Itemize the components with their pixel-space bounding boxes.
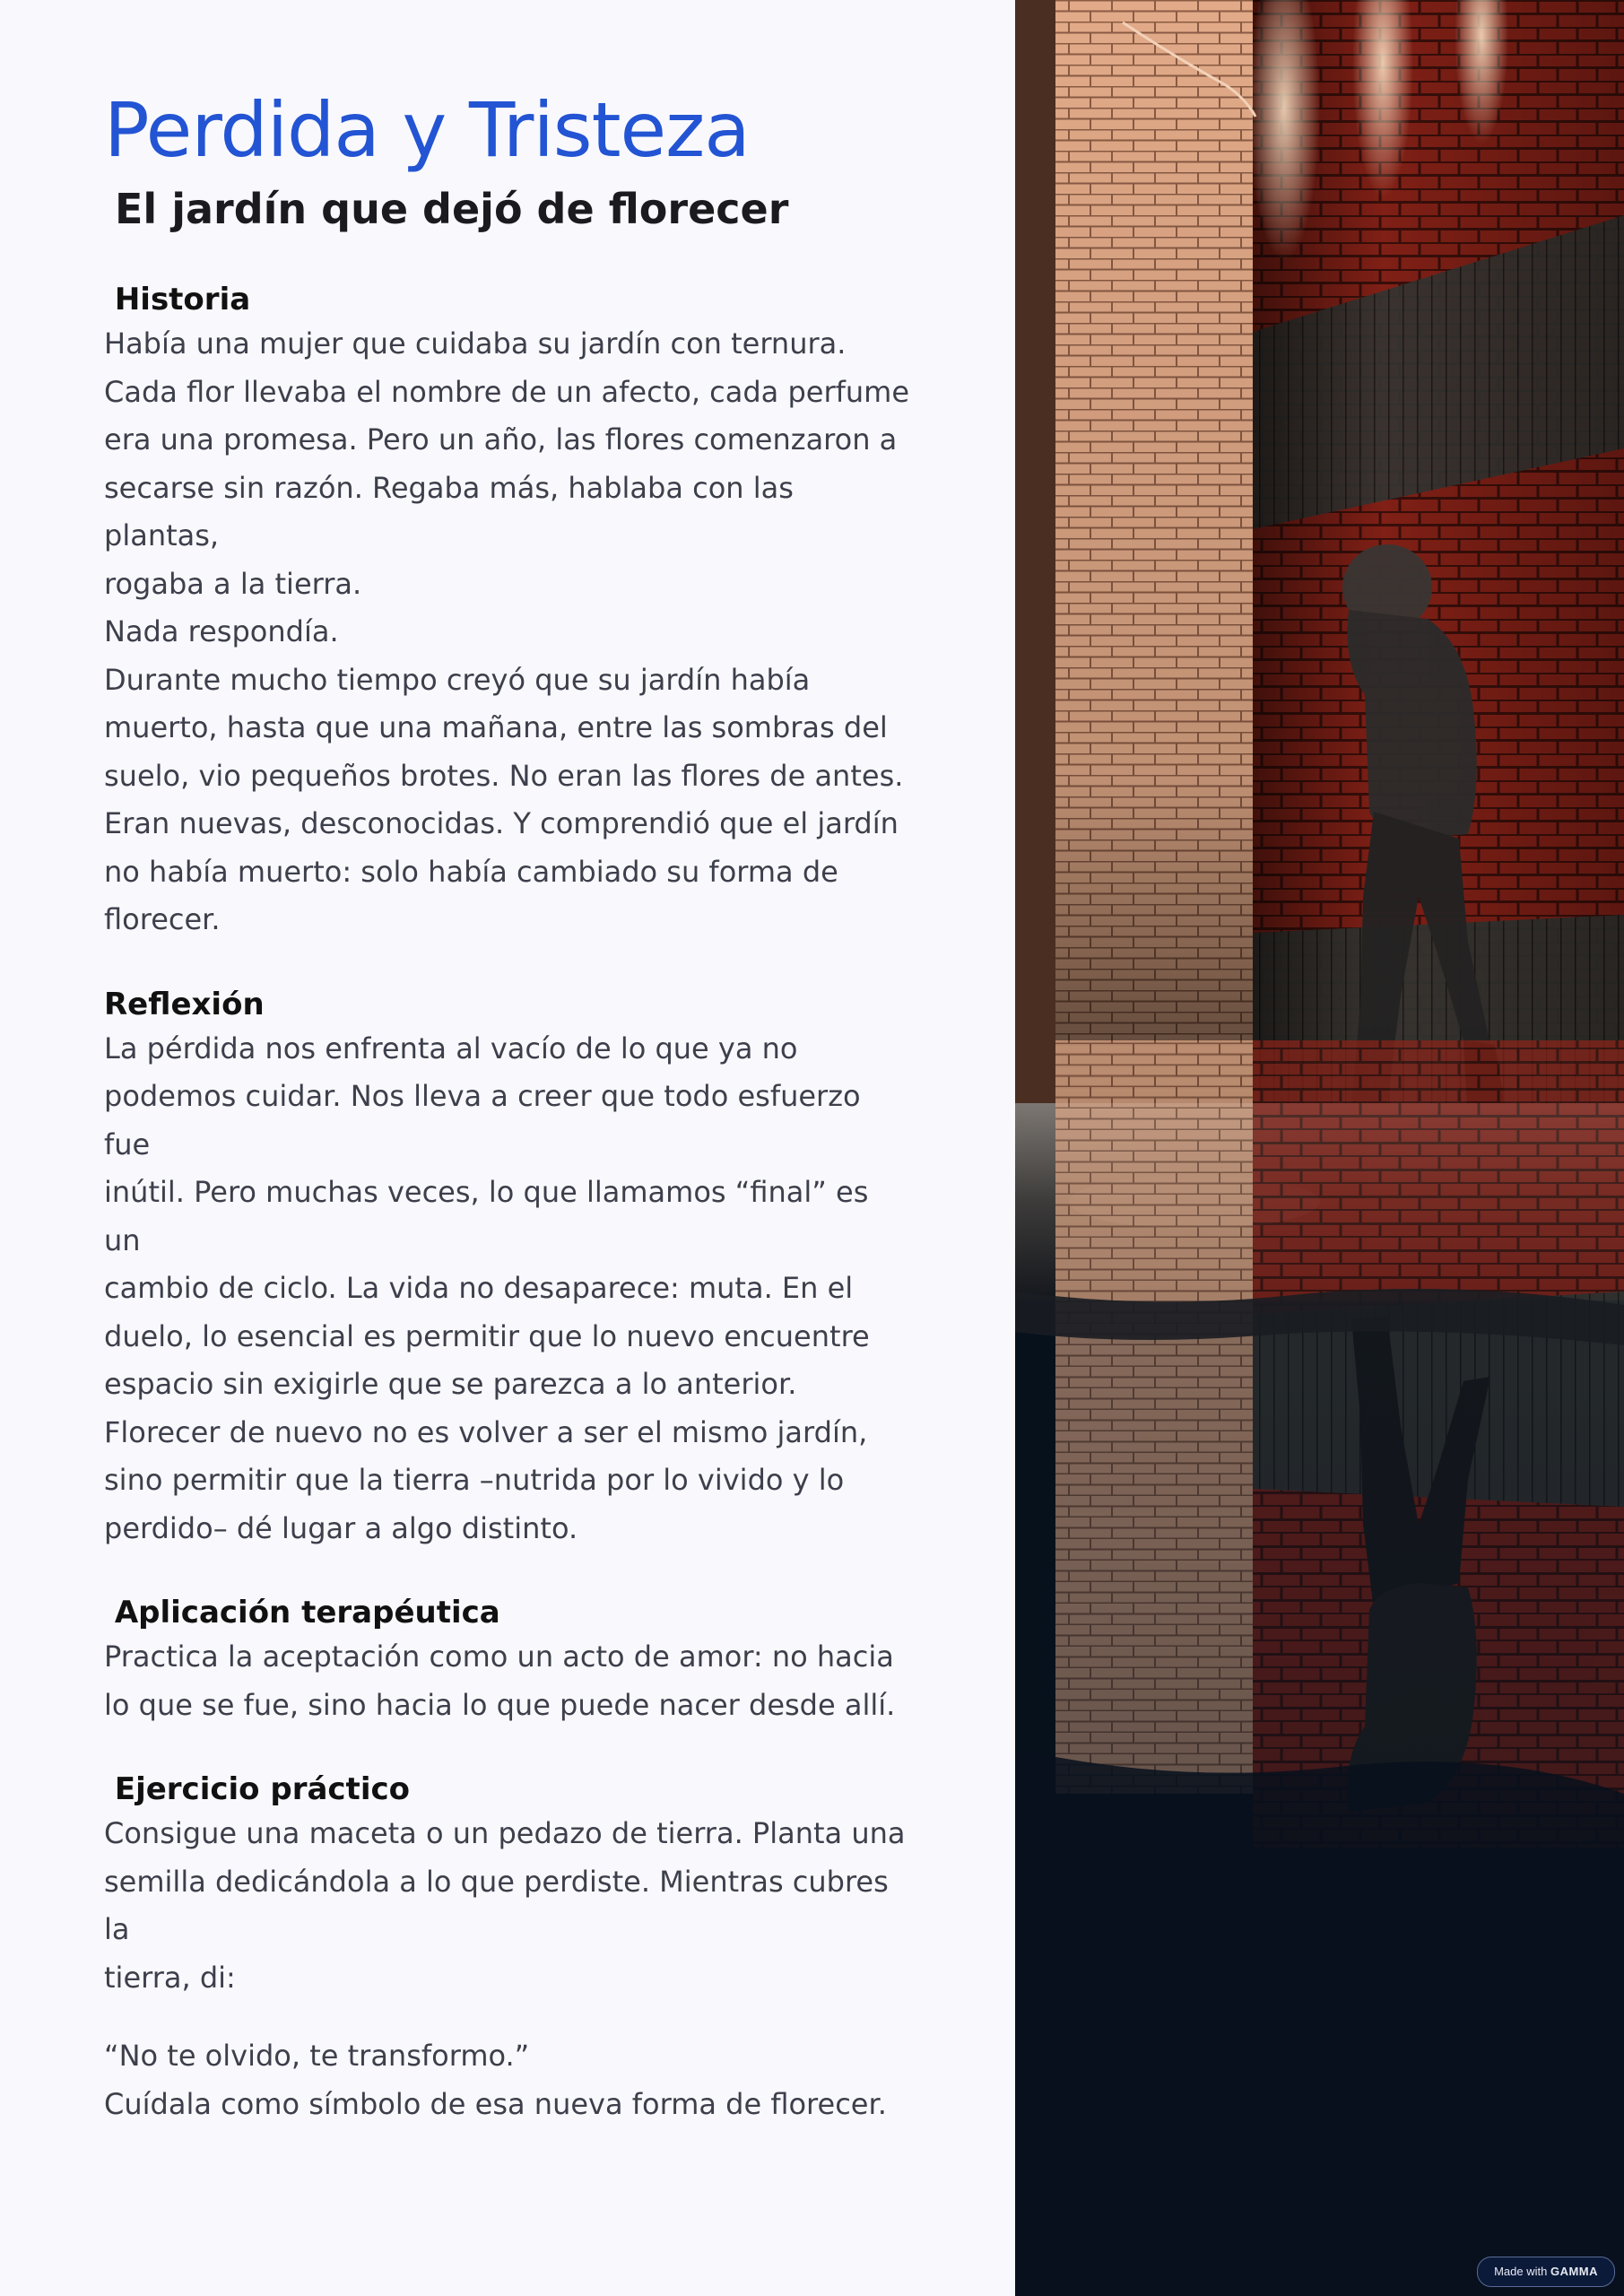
gamma-logo: GAMMA: [1550, 2265, 1598, 2278]
document-content: [104, 85, 911, 2128]
section-body: Había una mujer que cuidaba su jardín con ternura. Cada flor llevaba el nombre de un afecto, cada perfume era una promesa. Pero un año, las flores comenzaron a secarse sin razón. Regaba más, hablaba con las plantas, rogaba a la tierra. Nada respondía. Durante mucho tiempo creyó que su jardín había muerto, hasta que una mañana, entre las sombras del suelo, vio pequeños brotes. No eran las flores de antes. Eran nuevas, desconocidas. Y comprendió que el jardín no había muerto: solo había cambiado su forma de florecer.: [104, 326, 910, 936]
section-reflexion: [104, 984, 911, 1553]
closing-line: Cuídala como símbolo de esa nueva forma de florecer.: [104, 2086, 887, 2121]
section-heading: Historia: [104, 282, 251, 317]
closing-block: [104, 2032, 911, 2128]
section-heading: Ejercicio práctico: [104, 1771, 410, 1807]
badge-prefix: Made with: [1494, 2265, 1548, 2278]
alley-photo-illustration: [1015, 0, 1624, 2296]
section-heading: Reflexión: [104, 986, 265, 1022]
section-historia: [104, 279, 911, 944]
section-body: Practica la aceptación como un acto de amor: no hacia lo que se fue, sino hacia lo que puede nacer desde allí.: [104, 1639, 896, 1722]
made-with-badge[interactable]: [1477, 2257, 1615, 2287]
section-body: Consigue una maceta o un pedazo de tierra. Planta una semilla dedicándola a lo que perdiste. Mientras cubres la tierra, di:: [104, 1816, 906, 1995]
section-aplicacion: [104, 1592, 911, 1729]
section-ejercicio: [104, 1769, 911, 2002]
page-title: Perdida y Tristeza: [104, 86, 750, 174]
page-subtitle: El jardín que dejó de florecer: [115, 185, 789, 233]
section-heading: Aplicación terapéutica: [104, 1595, 500, 1631]
section-body: La pérdida nos enfrenta al vacío de lo que ya no podemos cuidar. Nos lleva a creer que todo esfuerzo fue inútil. Pero muchas veces, lo que llamamos “final” es un cambio de ciclo. La vida no desaparece: muta. En el duelo, lo esencial es permitir que lo nuevo encuentre espacio sin exigirle que se parezca a lo anterior. Florecer de nuevo no es volver a ser el mismo jardín, sino permitir que la tierra –nutrida por lo vivido y lo perdido– dé lugar a algo distinto.: [104, 1031, 870, 1545]
closing-quote: “No te olvido, te transformo.”: [104, 2039, 530, 2073]
hero-photo: [1015, 0, 1624, 2296]
